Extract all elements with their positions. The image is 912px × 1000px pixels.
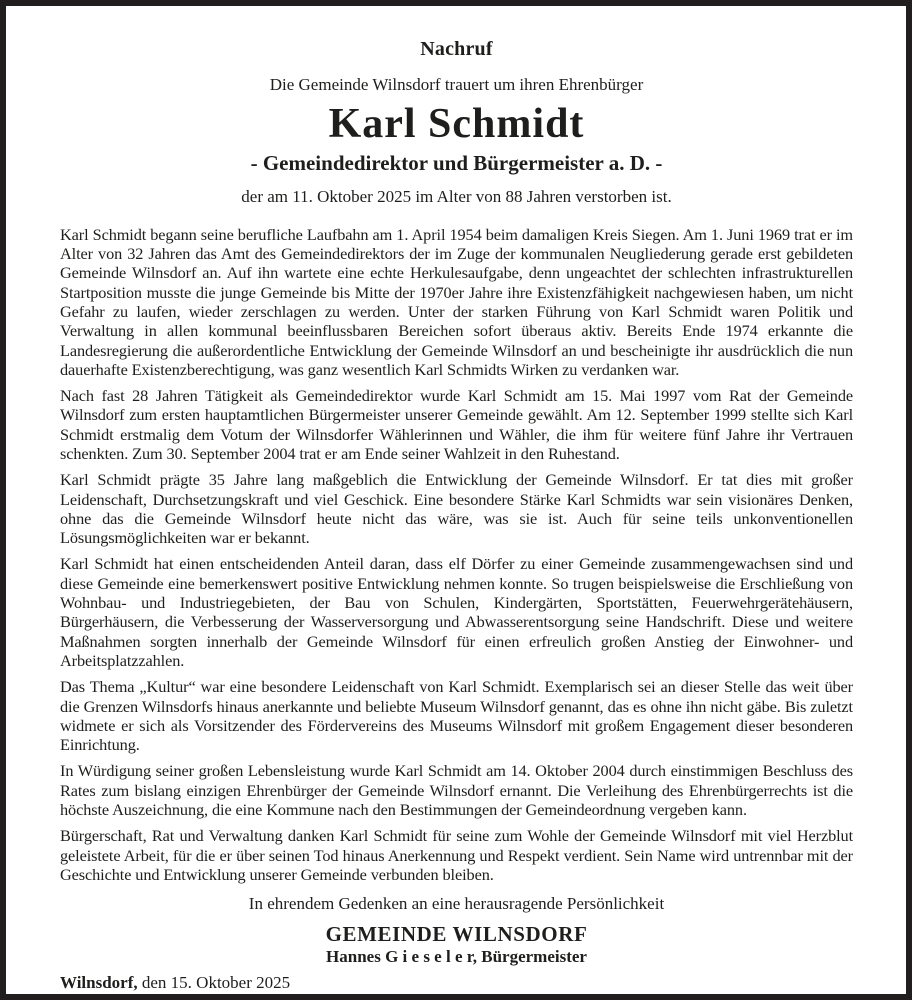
obituary-paragraph: Karl Schmidt prägte 35 Jahre lang maßgeblich die Entwicklung der Gemeinde Wilnsdorf. Er tat dies mit großer Leidenschaft, Durchsetzungskraft und viel Geschick. Eine besondere Stärke Karl Schmidts war sein visionäres Denken, ohne das die Gemeinde Wilnsdorf heute nicht das wäre, was sie ist. Auch für seine teils unkonventionellen Lösungsmöglichkeiten war er bekannt. — [60, 470, 853, 548]
notice-type-label: Nachruf — [420, 38, 493, 60]
obituary-paragraph: Karl Schmidt begann seine berufliche Laufbahn am 1. April 1954 beim damaligen Kreis Siegen. Am 1. Juni 1969 trat er im Alter von 32 Jahren das Amt des Gemeindedirektors der im Zuge der kommunalen Neugliederung gerade erst gebildeten Gemeinde Wilnsdorf an. Auf ihn wartete eine echte Herkulesaufgabe, denn ungeachtet der schlechten infrastrukturellen Startposition musste die junge Gemeinde bis Mitte der 1970er Jahre ihre Existenzfähigkeit nachgewiesen haben, um nicht Gefahr zu laufen, wieder zerschlagen zu werden. Unter der starken Führung von Karl Schmidt waren Politik und Verwaltung in allen kommunal beeinflussbaren Bereichen sofort überaus aktiv. Bereits Ende 1974 erkannte die Landesregierung die außerordentliche Entwicklung der Gemeinde Wilnsdorf an und bescheinigte ihr ausdrücklich die nun dauerhafte Existenzberechtigung, was ganz wesentlich Karl Schmidts Wirken zu verdanken war. — [60, 224, 853, 379]
obituary-paragraph: Bürgerschaft, Rat und Verwaltung danken Karl Schmidt für seine zum Wohle der Gemeinde Wilnsdorf mit viel Herzblut geleistete Arbeit, für die er über seinen Tod hinaus Anerkennung und Respekt verdient. Sein Name wird untrennbar mit der Geschichte und Entwicklung unserer Gemeinde verbunden bleiben. — [60, 826, 853, 884]
intro-line: Die Gemeinde Wilnsdorf trauert um ihren Ehrenbürger — [269, 75, 644, 94]
deceased-name: Karl Schmidt — [328, 100, 585, 147]
date-label: den 15. Oktober 2025 — [137, 972, 291, 992]
obituary-paragraph: Das Thema „Kultur“ war eine besondere Leidenschaft von Karl Schmidt. Exemplarisch sei an dieser Stelle das weit über die Grenzen Wilnsdorfs hinaus anerkannte und beliebte Museum Wilnsdorf genannt, das es ohne ihn nicht gäbe. Bis zuletzt widmete er sich als Vorsitzender des Fördervereins des Museums Wilnsdorf mit großem Engagement dieser besonderen Einrichtung. — [60, 677, 853, 755]
death-date-line: der am 11. Oktober 2025 im Alter von 88 Jahren verstorben ist. — [241, 186, 672, 206]
obituary-content — [6, 6, 906, 992]
obituary-body — [60, 225, 853, 885]
place-date-line — [60, 974, 853, 992]
obituary-paragraph: Nach fast 28 Jahren Tätigkeit als Gemeindedirektor wurde Karl Schmidt am 15. Mai 1997 vom Rat der Gemeinde Wilnsdorf zum ersten hauptamtlichen Bürgermeister unserer Gemeinde gewählt. Am 12. September 1999 stellte sich Karl Schmidt erstmalig dem Votum der Wilnsdorfer Wählerinnen und Wähler, die ihm für weitere fünf Jahre ihr Vertrauen schenkten. Zum 30. September 2004 trat er am Ende seiner Wahlzeit in den Ruhestand. — [60, 386, 853, 463]
closing-line: In ehrendem Gedenken an eine herausragende Persönlichkeit — [248, 894, 665, 914]
obituary-paragraph: Karl Schmidt hat einen entscheidenden Anteil daran, dass elf Dörfer zu einer Gemeinde zusammengewachsen sind und diese Gemeinde eine bemerkenswert positive Entwicklung nehmen konnte. So trugen beispielsweise die Erschließung von Wohnbau- und Industriegebieten, der Bau von Schulen, Kindergärten, Sportstätten, Feuerwehrgerätehäusern, Bürgerhäusern, die Verbesserung der Wasserversorgung und Abwasserentsorgung seine Handschrift. Diese und weitere Maßnahmen sorgten innerhalb der Gemeinde Wilnsdorf für einen erfreulich großen Anstieg der Einwohner- und Arbeitsplatzzahlen. — [60, 554, 853, 670]
signer-name: Hannes G i e s e l e r, Bürgermeister — [326, 946, 587, 966]
obituary-paragraph: In Würdigung seiner großen Lebensleistung wurde Karl Schmidt am 14. Oktober 2004 durch einstimmigen Beschluss des Rates zum bislang einzigen Ehrenbürger der Gemeinde Wilnsdorf ernannt. Die Verleihung des Ehrenbürgerrechts ist die höchste Auszeichnung, die eine Kommune nach den Bestimmungen der Gemeindeordnung vergeben kann. — [60, 761, 853, 820]
signing-organization: GEMEINDE WILNSDORF — [325, 921, 588, 946]
deceased-title: - Gemeindedirektor und Bürgermeister a. D. - — [250, 150, 663, 175]
place-label: Wilnsdorf, — [60, 972, 138, 992]
